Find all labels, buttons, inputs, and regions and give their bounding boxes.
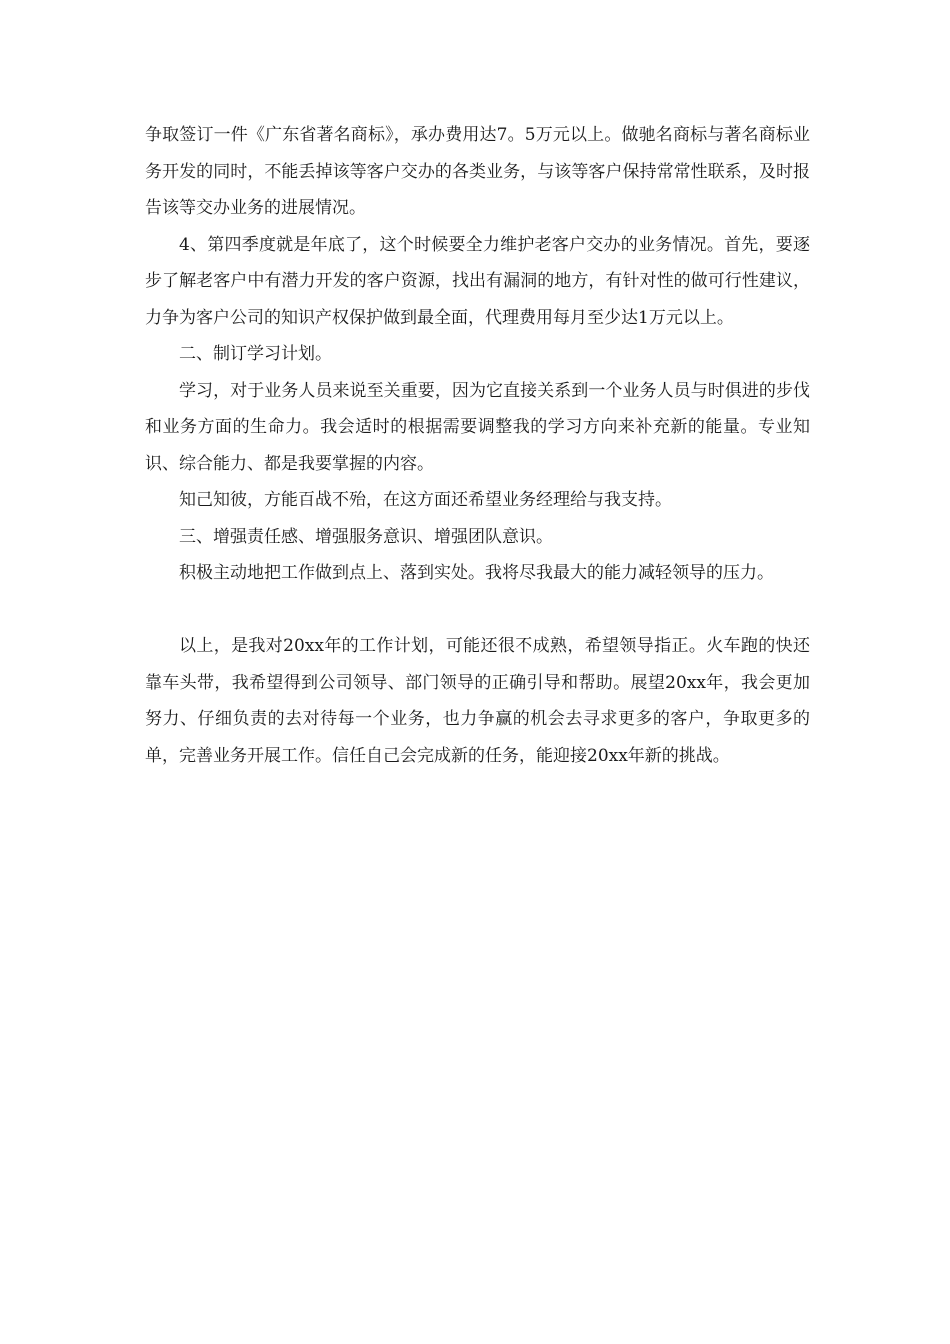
- paragraph-conclusion: 以上，是我对20xx年的工作计划，可能还很不成熟，希望领导指正。火车跑的快还靠车头带，我希望得到公司领导、部门领导的正确引导和帮助。展望20xx年，我会更加努力、仔细负责的去对待每一个业务，也力争赢的机会去寻求更多的客户，争取更多的单，完善业务开展工作。信任自己会完成新的任务，能迎接20xx年新的挑战。: [145, 636, 810, 766]
- paragraph-item-4: 4、第四季度就是年底了，这个时候要全力维护老客户交办的业务情况。首先，要逐步了解老客户中有潜力开发的客户资源，找出有漏洞的地方，有针对性的做可行性建议，力争为客户公司的知识产权保护做到最全面，代理费用每月至少达1万元以上。: [145, 234, 810, 328]
- paragraph-learning: 学习，对于业务人员来说至关重要，因为它直接关系到一个业务人员与时俱进的步伐和业务方面的生命力。我会适时的根据需要调整我的学习方向来补充新的能量。专业知识、综合能力、都是我要掌握的内容。: [145, 380, 810, 474]
- section-heading-3: 三、增强责任感、增强服务意识、增强团队意识。: [179, 526, 553, 547]
- document-body: [145, 117, 810, 774]
- paragraph-proactive: 积极主动地把工作做到点上、落到实处。我将尽我最大的能力减轻领导的压力。: [179, 563, 774, 583]
- paragraph-continuation: 争取签订一件《广东省著名商标》，承办费用达7。5万元以上。做驰名商标与著名商标业务开发的同时，不能丢掉该等客户交办的各类业务，与该等客户保持常常性联系，及时报告该等交办业务的进展情况。: [145, 125, 810, 218]
- section-heading-2: 二、制订学习计划。: [179, 344, 332, 364]
- paragraph-know-yourself: 知己知彼，方能百战不殆，在这方面还希望业务经理给与我支持。: [179, 490, 672, 510]
